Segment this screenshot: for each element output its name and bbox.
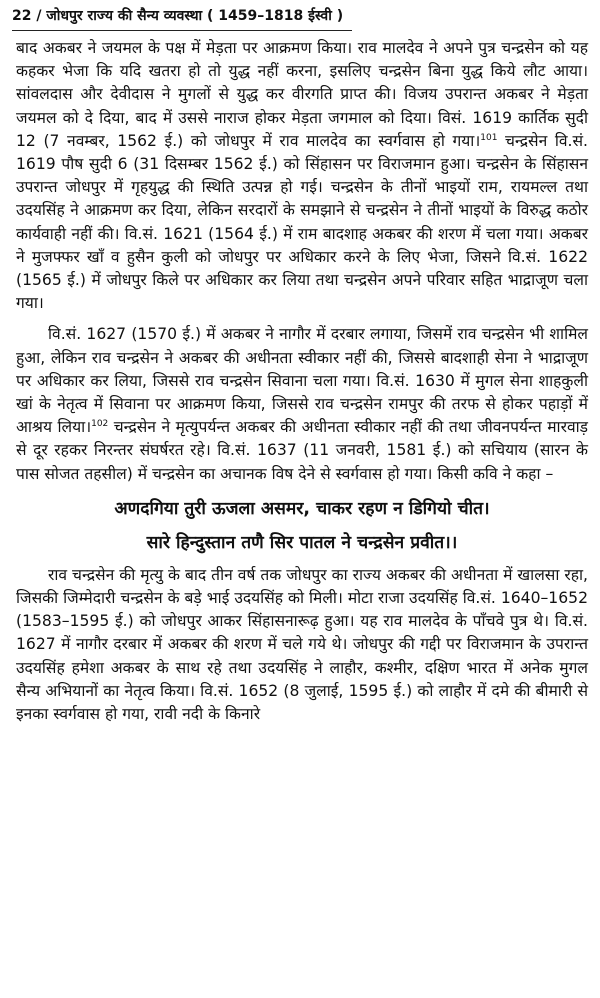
paragraph-3: राव चन्द्रसेन की मृत्यु के बाद तीन वर्ष तक जोधपुर का राज्य अकबर की अधीनता में खालसा रहा, जिसकी जिम्मेदारी चन्द्रसेन के बड़े भाई उदयसिंह को मिली। मोटा राजा उदयसिंह वि.सं. 1640–1652 (1583–1595 ई.) को जोधपुर आकर सिंहासनारूढ़ हुआ। यह राव मालदेव के पाँचवे पुत्र थे। वि.सं. 1627 में नागौर दरबार में अकबर की शरण में चले गये थे। जोधपुर की गद्दी पर विराजमान के उपरान्त उदयसिंह हमेशा अकबर के साथ रहे तथा उदयसिंह ने लाहौर, कश्मीर, दक्षिण भारत में अनेक मुगल सैन्य अभियानों का नेतृत्व किया। वि.सं. 1652 (8 जुलाई, 1595 ई.) को लाहौर में दमे की बीमारी से इनका स्वर्गवास हो गया, रावी नदी के किनारे — [16, 565, 588, 724]
header-rule — [12, 30, 352, 31]
footnote-ref-102: 102 — [91, 419, 109, 430]
verse-line-2: सारे हिन्दुस्तान तणै सिर पातल ने चन्द्रसेन प्रवीत।। — [146, 532, 458, 553]
verse-line-1: अणदगिया तुरी ऊजला असमर, चाकर रहण न डिगियो चीत। — [114, 498, 490, 519]
paragraph-2-text-b: चन्द्रसेन ने मृत्युपर्यन्त अकबर की अधीनता स्वीकार नहीं की तथा जीवनपर्यन्त मारवाड़ से दूर रहकर निरन्तर संघर्षरत रहे। वि.सं. 1637 (11 जनवरी, 1581 ई.) को सचियाय (सारन के पास सोजत तहसील) में चन्द्रसेन का अचानक विष देने से स्वर्गवास हो गया। किसी कवि ने कहा – — [16, 418, 588, 483]
running-header: 22 / जोधपुर राज्य की सैन्य व्यवस्था ( 1459–1818 ईस्वी ) — [12, 8, 344, 24]
paragraph-2-text-a: वि.सं. 1627 (1570 ई.) में अकबर ने नागौर में दरबार लगाया, जिसमें राव चन्द्रसेन भी शामिल हुआ, लेकिन राव चन्द्रसेन ने अकबर की अधीनता स्वीकार नहीं की, जिससे बादशाही सेना ने भाद्राजूण पर अधिकार कर लिया, जिससे राव चन्द्रसेन सिवाना चला गया। वि.सं. 1630 में मुगल सेना शाहकुली खां के नेतृत्व में सिवाना पर आक्रमण किया, जिससे राव चन्द्रसेन रामपुर की तरफ से होकर पहाड़ों में आश्रय लिया। — [16, 325, 588, 437]
footnote-ref-101: 101 — [480, 132, 498, 143]
paragraph-2 — [16, 323, 588, 485]
paragraph-1-text-a: बाद अकबर ने जयमल के पक्ष में मेड़ता पर आक्रमण किया। राव मालदेव ने अपने पुत्र चन्द्रसेन को यह कहकर भेजा कि यदि खतरा हो तो युद्ध नहीं करना, इसलिए चन्द्रसेन बिना युद्ध किये लौट आया। सांवलदास और देवीदास ने मुगलों से युद्ध कर वीरगति प्राप्त की। विजय उपरान्त अकबर ने मेड़ता जयमल को दे दिया, बाद में उससे नाराज होकर मेड़ता जगमाल को दिया। विसं. 1619 कार्तिक सुदी 12 (7 नवम्बर, 1562 ई.) को जोधपुर में राव मालदेव का स्वर्गवास हो गया। — [16, 39, 588, 150]
paragraph-1-text-b: चन्द्रसेन वि.सं. 1619 पौष सुदी 6 (31 दिसम्बर 1562 ई.) को सिंहासन पर विराजमान हुआ। चन्द्रसेन के सिंहासन उपरान्त जोधपुर में गृहयुद्ध की स्थिति उत्पन्न हो गई। चन्द्रसेन के तीनों भाइयों राम, रायमल्ल तथा उदयसिंह ने आक्रमण कर दिया, लेकिन सरदारों के समझाने से चन्द्रसेन ने तीनों भाइयों के विरुद्ध कठोर कार्यवाही नहीं की। वि.सं. 1621 (1564 ई.) में राम बादशाह अकबर की शरण में चला गया। अकबर ने मुजफ्फर खाँ व हुसैन कुली को जोधपुर पर अधिकार करने के लिए भेजा, जिसने वि.सं. 1622 (1565 ई.) में जोधपुर किले पर अधिकार कर लिया तथा चन्द्रसेन अपने परिवार सहित भाद्राजूण चला गया। — [16, 131, 588, 313]
paragraph-1 — [16, 37, 588, 315]
